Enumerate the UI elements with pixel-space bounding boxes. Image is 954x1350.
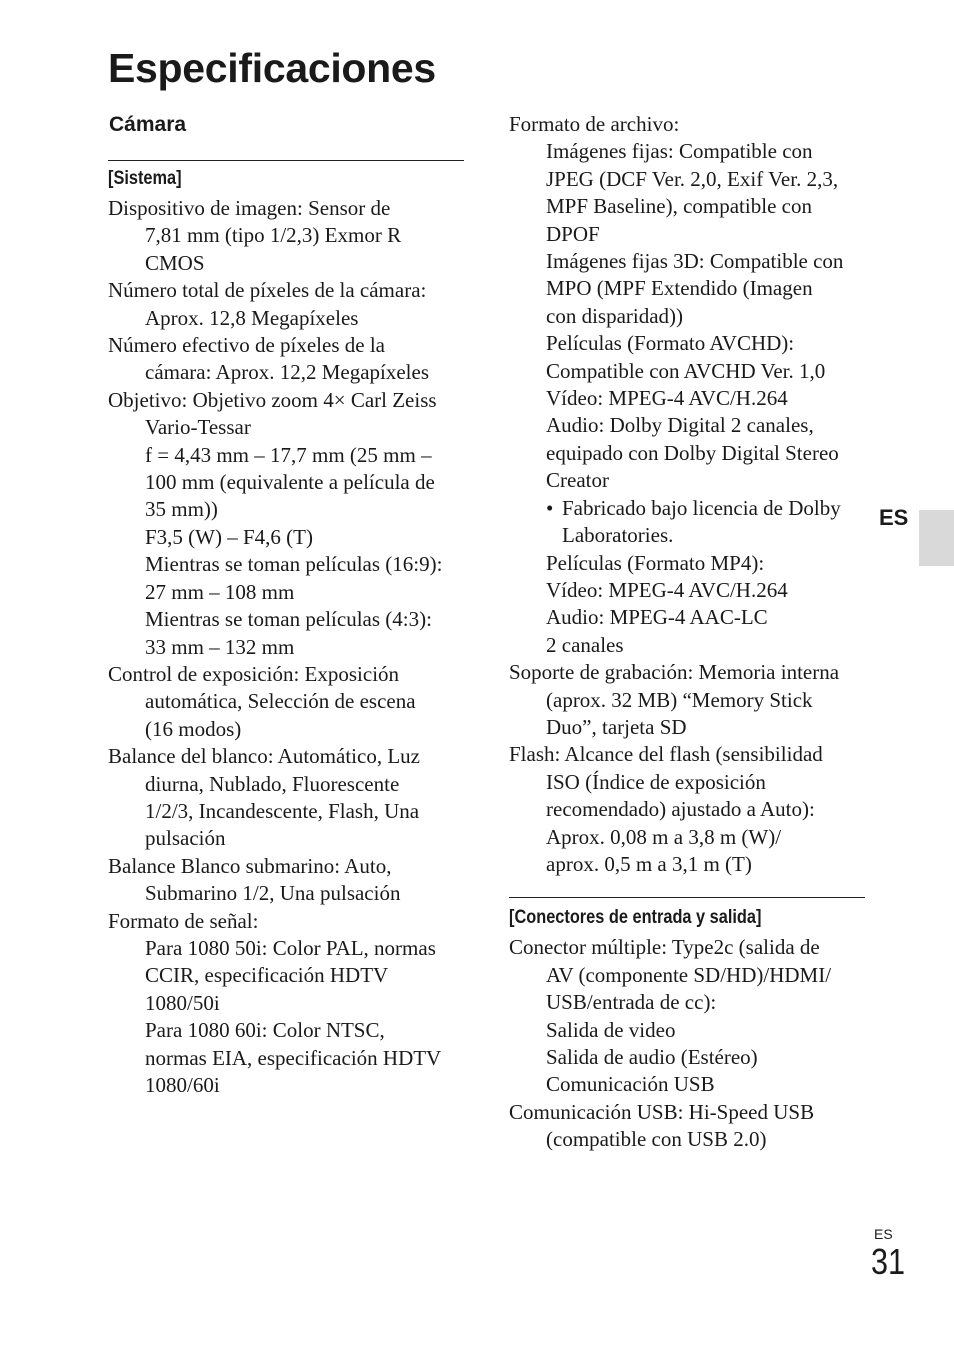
spec-list-sistema-continued	[509, 111, 865, 878]
spec-line: Formato de archivo:	[509, 112, 680, 136]
spec-line: Dispositivo de imagen: Sensor de	[108, 196, 391, 220]
page-number: 31	[871, 1241, 906, 1282]
spec-line: F3,5 (W) – F4,6 (T)	[145, 524, 313, 549]
spec-line: 1080/50i	[145, 990, 220, 1015]
spec-line: Vídeo: MPEG-4 AVC/H.264	[546, 386, 788, 411]
spec-line: 1/2/3, Incandescente, Flash, Una	[145, 798, 420, 823]
spec-line: Salida de audio (Estéreo)	[546, 1045, 758, 1069]
section-divider	[108, 160, 464, 161]
section-heading-sistema: [Sistema]	[108, 168, 182, 189]
section-heading-conectores: [Conectores de entrada y salida]	[509, 907, 762, 929]
spec-line-text: Fabricado bajo licencia de Dolby	[562, 495, 841, 520]
spec-line: Comunicación USB: Hi-Speed USB	[509, 1099, 815, 1124]
left-column	[108, 160, 464, 1099]
spec-line: Para 1080 50i: Color PAL, normas	[145, 935, 436, 960]
spec-line: Películas (Formato MP4):	[546, 550, 765, 575]
spec-line: 35 mm))	[145, 497, 218, 522]
spec-line: automática, Selección de escena	[145, 689, 416, 714]
spec-line: Imágenes fijas 3D: Compatible con	[546, 249, 844, 274]
spec-line: normas EIA, especificación HDTV	[145, 1045, 442, 1070]
spec-line	[509, 495, 865, 522]
language-side-tab	[919, 510, 954, 566]
spec-line: Flash: Alcance del flash (sensibilidad	[509, 742, 823, 767]
spec-line: 2 canales	[546, 632, 624, 657]
spec-line: equipado con Dolby Digital Stereo	[546, 440, 839, 465]
spec-line: Duo”, tarjeta SD	[546, 714, 687, 739]
spec-line: Para 1080 60i: Color NTSC,	[145, 1018, 385, 1043]
spec-line: 1080/60i	[145, 1073, 220, 1097]
page-title: Especificaciones	[108, 45, 436, 91]
spec-line: Conector múltiple: Type2c (salida de	[509, 935, 820, 960]
spec-line: Formato de señal:	[108, 908, 259, 933]
spec-line: 100 mm (equivalente a película de	[145, 470, 435, 495]
spec-line: (aprox. 32 MB) “Memory Stick	[546, 687, 813, 712]
spec-line: AV (componente SD/HD)/HDMI/	[546, 962, 832, 987]
spec-list-conectores	[509, 934, 865, 1153]
spec-line: DPOF	[546, 221, 600, 246]
spec-line: (16 modos)	[145, 716, 242, 741]
spec-line: Vídeo: MPEG-4 AVC/H.264	[546, 577, 788, 602]
spec-line: Mientras se toman películas (4:3):	[145, 607, 432, 632]
spec-line: CMOS	[145, 250, 205, 275]
spec-line: pulsación	[145, 826, 226, 851]
spec-line: Audio: MPEG-4 AAC-LC	[546, 605, 768, 630]
spec-line: con disparidad))	[546, 303, 684, 328]
spec-line: JPEG (DCF Ver. 2,0, Exif Ver. 2,3,	[546, 166, 839, 191]
spec-line: 7,81 mm (tipo 1/2,3) Exmor R	[145, 223, 402, 248]
spec-line: Películas (Formato AVCHD):	[546, 331, 795, 356]
spec-line: Número total de píxeles de la cámara:	[108, 278, 427, 303]
spec-line: Balance Blanco submarino: Auto,	[108, 853, 392, 878]
spec-line: (compatible con USB 2.0)	[546, 1127, 767, 1152]
spec-line: 33 mm – 132 mm	[145, 634, 295, 659]
spec-line: Salida de video	[546, 1017, 676, 1042]
spec-line: Vario-Tessar	[145, 415, 251, 440]
spec-line: f = 4,43 mm – 17,7 mm (25 mm –	[145, 442, 432, 467]
spec-list-sistema	[108, 195, 464, 1099]
spec-line: diurna, Nublado, Fluorescente	[145, 771, 400, 796]
spec-line: Laboratories.	[562, 523, 674, 548]
spec-line: Mientras se toman películas (16:9):	[145, 552, 443, 577]
spec-line: Aprox. 0,08 m a 3,8 m (W)/	[546, 824, 782, 849]
section-divider	[509, 897, 865, 898]
spec-line: ISO (Índice de exposición	[546, 769, 766, 794]
spec-line: Control de exposición: Exposición	[108, 661, 400, 686]
spec-line: Compatible con AVCHD Ver. 1,0	[546, 358, 826, 383]
spec-line: Audio: Dolby Digital 2 canales,	[546, 413, 814, 438]
spec-line: Submarino 1/2, Una pulsación	[145, 881, 401, 906]
spec-line: aprox. 0,5 m a 3,1 m (T)	[546, 851, 752, 876]
spec-line: Aprox. 12,8 Megapíxeles	[145, 305, 359, 330]
spec-line: MPF Baseline), compatible con	[546, 194, 812, 219]
right-column	[509, 111, 865, 1154]
bullet-marker: •	[546, 495, 554, 520]
footer-language: ES	[874, 1226, 893, 1242]
spec-line: Imágenes fijas: Compatible con	[546, 139, 813, 164]
spec-line: Balance del blanco: Automático, Luz	[108, 744, 420, 769]
spec-line: cámara: Aprox. 12,2 Megapíxeles	[145, 360, 429, 385]
spec-line: Objetivo: Objetivo zoom 4× Carl Zeiss	[108, 387, 437, 412]
spec-line: Creator	[546, 468, 609, 493]
spec-line: Soporte de grabación: Memoria interna	[509, 660, 840, 685]
spec-line: CCIR, especificación HDTV	[145, 963, 389, 988]
language-side-label: ES	[879, 505, 909, 530]
spec-line: Número efectivo de píxeles de la	[108, 333, 385, 358]
spec-line: recomendado) ajustado a Auto):	[546, 797, 815, 822]
section-title-camera: Cámara	[109, 113, 187, 136]
spec-line: USB/entrada de cc):	[546, 990, 717, 1015]
spec-line: MPO (MPF Extendido (Imagen	[546, 276, 813, 301]
spec-line: 27 mm – 108 mm	[145, 579, 295, 604]
spec-line: Comunicación USB	[546, 1072, 715, 1097]
